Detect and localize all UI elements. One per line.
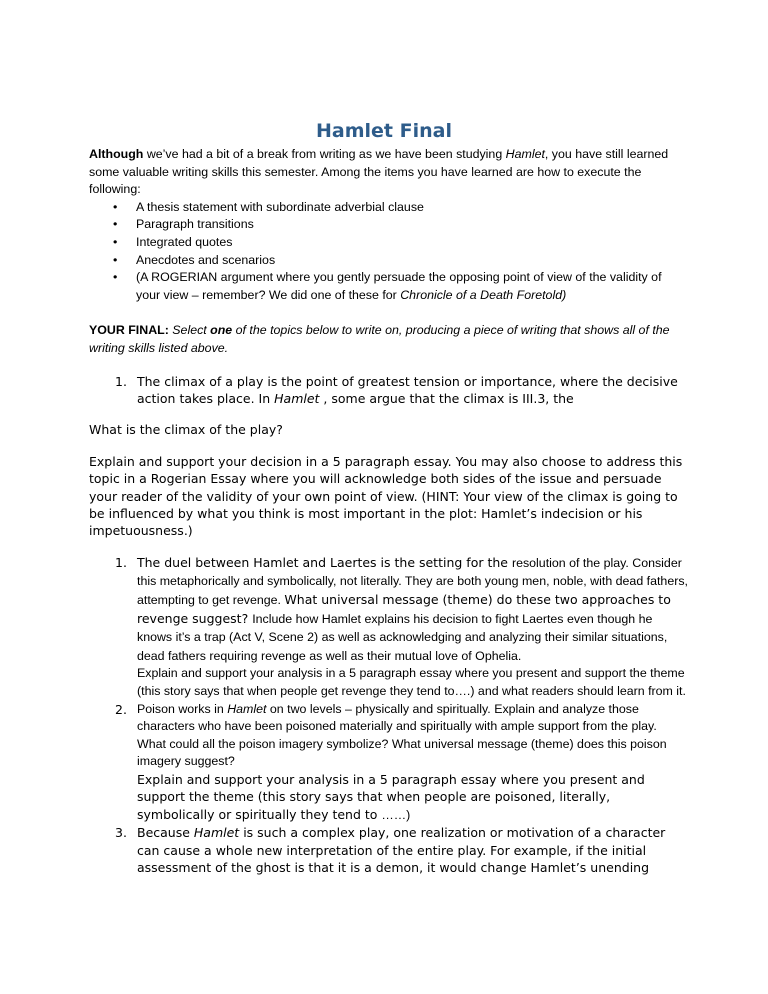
skills-list — [89, 199, 689, 305]
topic-climax: 1. The climax of a play is the point of greatest tension or importance, where the decisive action takes place. In Hamlet , some argue that the climax is III.3, the — [115, 373, 678, 406]
list-item: • (A ROGERIAN argument where you gently persuade the opposing point of view of the validity of your view – remember? We did one of these for Chronicle of a Death Foretold) — [113, 270, 662, 302]
list-item: • A thesis statement with subordinate adverbial clause — [89, 199, 689, 217]
topic-duel: 1. The duel between Hamlet and Laertes is the setting for the resolution of the play. Consider this metaphorically and symbolically, not literally. They are both young men, noble, with dead fathers, attempting to get revenge. What universal message (theme) do these two approaches to revenge suggest? Include how Hamlet explains his decision to fight Laertes even though he knows it’s a trap (Act V, Scene 2) as well as acknowledging and analyzing their similar situations, dead fathers requiring revenge as well as their mutual love of Ophelia. Explain and support your analysis in a 5 paragraph essay where you present and support the theme (this story says that when people get revenge they tend to….) and what readers should learn from it. — [115, 554, 688, 698]
bullet-icon: • — [113, 252, 118, 267]
bullet-icon: • — [113, 217, 118, 232]
list-item: • Integrated quotes — [89, 234, 689, 252]
list-item: • Anecdotes and scenarios — [89, 252, 689, 270]
intro-lead: Although — [89, 147, 144, 161]
final-instructions: YOUR FINAL: Select one of the topics below to write on, producing a piece of writing that shows all of the writing skills listed above. — [89, 323, 670, 355]
intro-paragraph: Although we’ve had a bit of a break from writing as we have been studying Hamlet, you have still learned some valuable writing skills this semester. Among the items you have learned are how to execute the following: — [89, 147, 669, 197]
topic-poison: 2. Poison works in Hamlet on two levels – physically and spiritually. Explain and analyze those characters who have been poisoned materially and spiritually with ample support from the play. What could all the poison imagery symbolize? What universal message (theme) does this poison imagery suggest? Explain and support your analysis in a 5 paragraph essay where you present and support the theme (this story says that when people are poisoned, literally, symbolically or spiritually they tend to ……) — [115, 701, 667, 822]
bullet-icon: • — [113, 270, 118, 285]
climax-question: What is the climax of the play? — [89, 422, 283, 438]
bullet-icon: • — [113, 199, 118, 214]
bullet-icon: • — [113, 234, 118, 249]
explain-paragraph: Explain and support your decision in a 5 paragraph essay. You may also choose to address this topic in a Rogerian Essay where you will acknowledge both sides of the issue and persuade your reader of the validity of your own point of view. (HINT: Your view of the climax is going to be influenced by what you think is most important in the plot: Hamlet’s indecision or his impetuousness.) — [89, 453, 683, 539]
page-title: Hamlet Final — [316, 120, 452, 142]
list-item: • Paragraph transitions — [89, 216, 689, 234]
document-body — [89, 146, 689, 877]
topic-interpretation: 3. Because Hamlet is such a complex play, one realization or motivation of a character can cause a whole new interpretation of the entire play. For example, if the initial assessment of the ghost is that it is a demon, it would change Hamlet’s unending — [115, 825, 666, 876]
